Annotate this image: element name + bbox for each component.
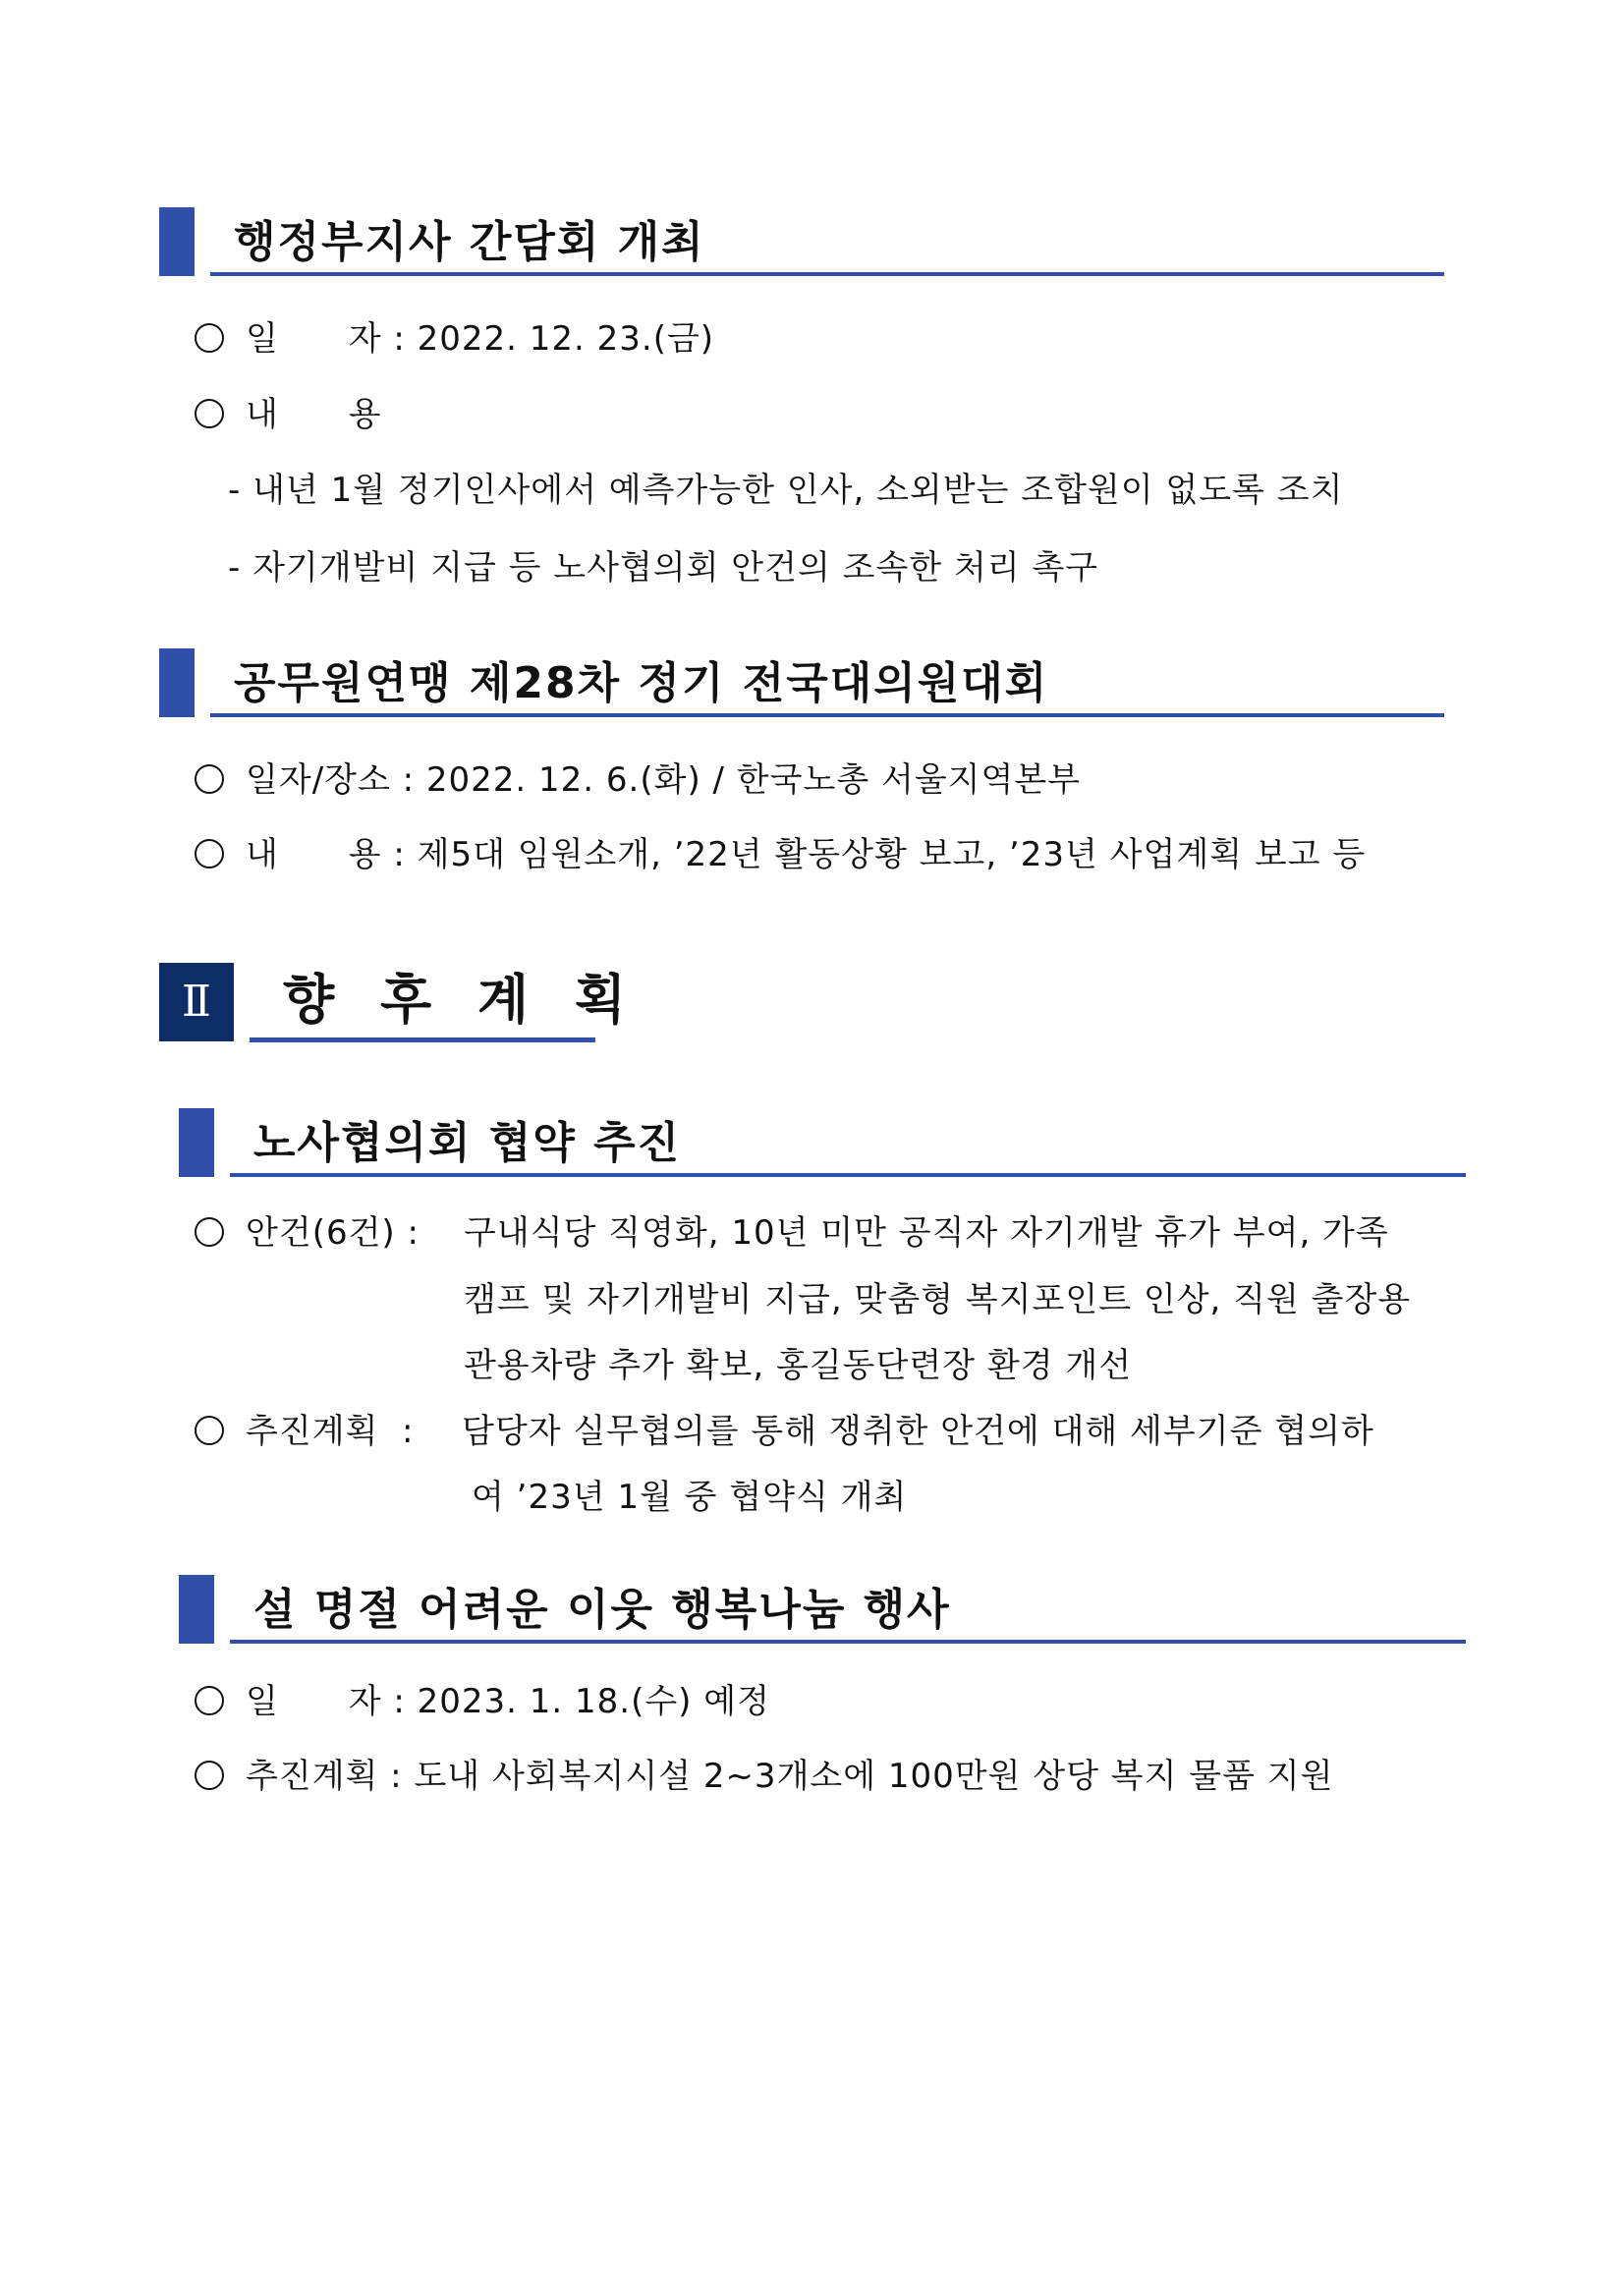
section-header-holiday-event bbox=[179, 1575, 1466, 1646]
content-bullet: - 내년 1월 정기인사에서 예측가능한 인사, 소외받는 조합원이 없도록 조치 bbox=[228, 471, 1344, 510]
section-underline bbox=[230, 1640, 1466, 1644]
section-title: 공무원연맹 제28차 정기 전국대의원대회 bbox=[234, 658, 1049, 708]
plan-item bbox=[195, 1755, 1333, 1798]
date-item bbox=[195, 317, 714, 361]
circle-bullet-icon bbox=[195, 1217, 224, 1247]
content-text: 내 용 : 제5대 임원소개, ’22년 활동상황 보고, ’23년 사업계획 보고 등 bbox=[246, 835, 1367, 874]
section-underline bbox=[210, 272, 1444, 276]
circle-bullet-icon bbox=[195, 1686, 224, 1715]
chapter-header-future-plans bbox=[159, 963, 641, 1051]
chapter-underline bbox=[250, 1037, 595, 1042]
date-text: 일 자 : 2022. 12. 23.(금) bbox=[246, 319, 715, 359]
circle-bullet-icon bbox=[195, 839, 224, 868]
chapter-title: 향 후 계 획 bbox=[283, 969, 641, 1031]
content-item bbox=[195, 833, 1366, 876]
section-header-labor-agreement bbox=[179, 1108, 1466, 1179]
section-marker bbox=[159, 648, 195, 717]
section-underline bbox=[230, 1173, 1466, 1177]
section-marker bbox=[159, 207, 195, 276]
content-label: 내 용 bbox=[246, 395, 382, 434]
circle-bullet-icon bbox=[195, 1761, 224, 1790]
section-title: 행정부지사 간담회 개최 bbox=[234, 217, 705, 267]
plan-text: 추진계획 : 도내 사회복지시설 2~3개소에 100만원 상당 복지 물품 지원 bbox=[246, 1757, 1334, 1796]
section-underline bbox=[210, 713, 1444, 717]
chapter-number: Ⅱ bbox=[159, 963, 234, 1041]
section-header-governor-meeting bbox=[159, 207, 1444, 278]
content-bullet: - 자기개발비 지급 등 노사협의회 안건의 조속한 처리 촉구 bbox=[228, 548, 1099, 588]
circle-bullet-icon bbox=[195, 1416, 224, 1445]
plan-label: 추진계획 : bbox=[246, 1412, 415, 1451]
agenda-line: 구내식당 직영화, 10년 미만 공직자 자기개발 휴가 부여, 가족 bbox=[464, 1213, 1389, 1253]
content-item bbox=[195, 393, 382, 436]
section-header-federation-assembly bbox=[159, 648, 1444, 719]
date-place-item bbox=[195, 758, 1081, 802]
plan-item bbox=[195, 1410, 414, 1453]
date-item bbox=[195, 1680, 770, 1723]
section-title: 노사협의회 협약 추진 bbox=[253, 1118, 682, 1168]
date-text: 일 자 : 2023. 1. 18.(수) 예정 bbox=[246, 1682, 770, 1721]
date-place-text: 일자/장소 : 2022. 12. 6.(화) / 한국노총 서울지역본부 bbox=[246, 760, 1082, 800]
section-title: 설 명절 어려운 이웃 행복나눔 행사 bbox=[253, 1585, 951, 1635]
section-marker bbox=[179, 1575, 214, 1644]
circle-bullet-icon bbox=[195, 399, 224, 428]
circle-bullet-icon bbox=[195, 764, 224, 794]
plan-line: 담당자 실무협의를 통해 쟁취한 안건에 대해 세부기준 협의하 bbox=[462, 1412, 1374, 1451]
plan-line: 여 ’23년 1월 중 협약식 개최 bbox=[472, 1478, 908, 1517]
agenda-label: 안건(6건) : bbox=[246, 1213, 420, 1253]
agenda-item bbox=[195, 1211, 420, 1255]
section-marker bbox=[179, 1108, 214, 1177]
agenda-line: 캠프 및 자기개발비 지급, 맞춤형 복지포인트 인상, 직원 출장용 bbox=[464, 1280, 1412, 1319]
agenda-line: 관용차량 추가 확보, 홍길동단련장 환경 개선 bbox=[464, 1346, 1133, 1385]
circle-bullet-icon bbox=[195, 323, 224, 353]
